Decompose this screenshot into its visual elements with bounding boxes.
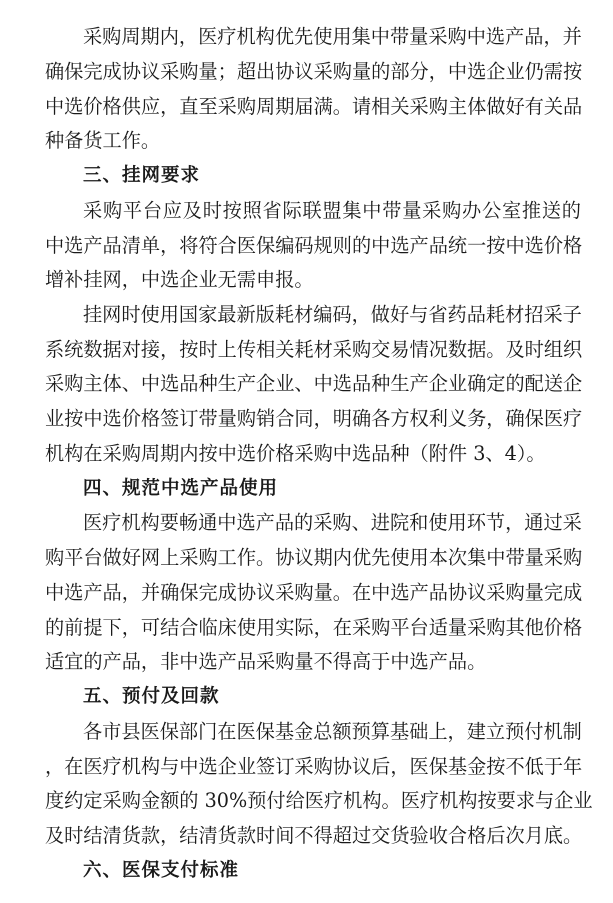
- paragraph-line: 业按中选价格签订带量购销合同，明确各方权利义务，确保医疗: [45, 407, 583, 430]
- section-heading: 五、预付及回款: [83, 686, 220, 707]
- paragraph-line: 挂网时使用国家最新版耗材编码，做好与省药品耗材招采子: [83, 303, 582, 326]
- paragraph-line: 机构在采购周期内按中选价格采购中选品种（附件 3、4）。: [45, 442, 546, 465]
- paragraph-line: 增补挂网，中选企业无需申报。: [45, 268, 314, 291]
- section-heading: 四、规范中选产品使用: [83, 478, 279, 499]
- paragraph-line: 采购主体、中选品种生产企业、中选品种生产企业确定的配送企: [45, 372, 583, 395]
- paragraph-line: 度约定采购金额的 30%预付给医疗机构。医疗机构按要求与企业: [45, 789, 593, 812]
- paragraph-line: 中选产品，并确保完成协议采购量。在中选产品协议采购量完成: [45, 581, 583, 604]
- paragraph-line: 的前提下，可结合临床使用实际，在采购平台适量采购其他价格: [45, 616, 583, 639]
- section-heading: 三、挂网要求: [83, 165, 201, 186]
- paragraph-line: 采购周期内，医疗机构优先使用集中带量采购中选产品，并: [83, 25, 582, 48]
- paragraph-line: 中选产品清单，将符合医保编码规则的中选产品统一按中选价格: [45, 234, 583, 257]
- paragraph-line: 采购平台应及时按照省际联盟集中带量采购办公室推送的: [83, 199, 581, 222]
- paragraph-line: 中选价格供应，直至采购周期届满。请相关采购主体做好有关品: [45, 95, 583, 118]
- paragraph-line: 系统数据对接，按时上传相关耗材采购交易情况数据。及时组织: [45, 338, 583, 361]
- paragraph-line: 适宜的产品，非中选产品采购量不得高于中选产品。: [45, 650, 487, 673]
- paragraph-line: 医疗机构要畅通中选产品的采购、进院和使用环节，通过采: [83, 511, 582, 534]
- paragraph-line: 购平台做好网上采购工作。协议期内优先使用本次集中带量采购: [45, 546, 583, 569]
- paragraph-line: 种备货工作。: [45, 129, 161, 152]
- paragraph-line: 及时结清货款，结清货款时间不得超过交货验收合格后次月底。: [45, 824, 583, 847]
- section-heading: 六、医保支付标准: [83, 860, 240, 881]
- paragraph-line: 确保完成协议采购量；超出协议采购量的部分，中选企业仍需按: [45, 60, 583, 83]
- paragraph-line: 各市县医保部门在医保基金总额预算基础上，建立预付机制: [83, 720, 582, 743]
- paragraph-line: ，在医疗机构与中选企业签订采购协议后，医保基金按不低于年: [45, 755, 583, 778]
